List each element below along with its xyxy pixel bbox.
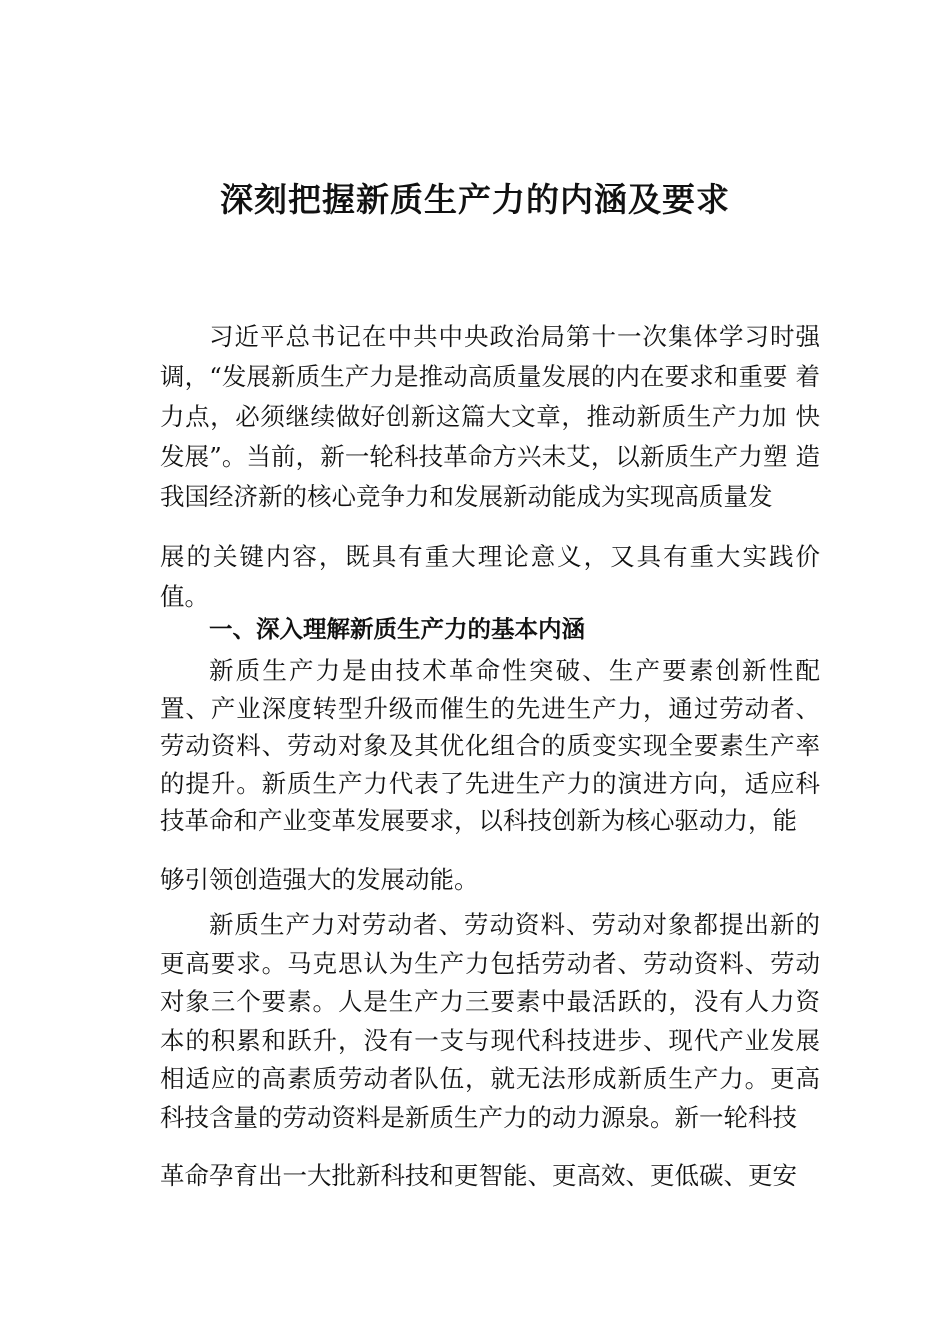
paragraph-intro: 习近平总书记在中共中央政治局第十一次集体学习时强调，“发展新质生产力是推动高质量发展的内在要求和重要 着力点，必须继续做好创新这篇大文章，推动新质生产力加 快发展”。当前，新一轮科技革命方兴未艾，以新质生产力塑 造我国经济新的核心竞争力和发展新动能成为实现高质量发 <box>160 322 820 511</box>
section-heading-1: 一、深入理解新质生产力的基本内涵 <box>209 615 585 643</box>
document-title: 深刻把握新质生产力的内涵及要求 <box>220 180 730 219</box>
paragraph-connotation: 新质生产力是由技术革命性突破、生产要素创新性配置、产业深度转型升级而催生的先进生产力，通过劳动者、劳动资料、劳动对象及其优化组合的质变实现全要素生产率的提升。新质生产力代表了先进生产力的演进方向，适应科技革命和产业变革发展要求，以科技创新为核心驱动力，能 <box>160 656 820 835</box>
paragraph-requirements: 新质生产力对劳动者、劳动资料、劳动对象都提出新的更高要求。马克思认为生产力包括劳动者、劳动资料、劳动对象三个要素。人是生产力三要素中最活跃的，没有人力资本的积累和跃升，没有一支与现代科技进步、现代产业发展相适应的高素质劳动者队伍，就无法形成新质生产力。更高科技含量的劳动资料是新质生产力的动力源泉。新一轮科技 <box>160 910 820 1132</box>
paragraph-connotation-continued: 够引领创造强大的发展动能。 <box>160 865 479 894</box>
paragraph-intro-continued: 展的关键内容，既具有重大理论意义，又具有重大实践价值。 <box>160 542 820 611</box>
paragraph-requirements-continued: 革命孕育出一大批新科技和更智能、更高效、更低碳、更安 <box>160 1161 797 1190</box>
